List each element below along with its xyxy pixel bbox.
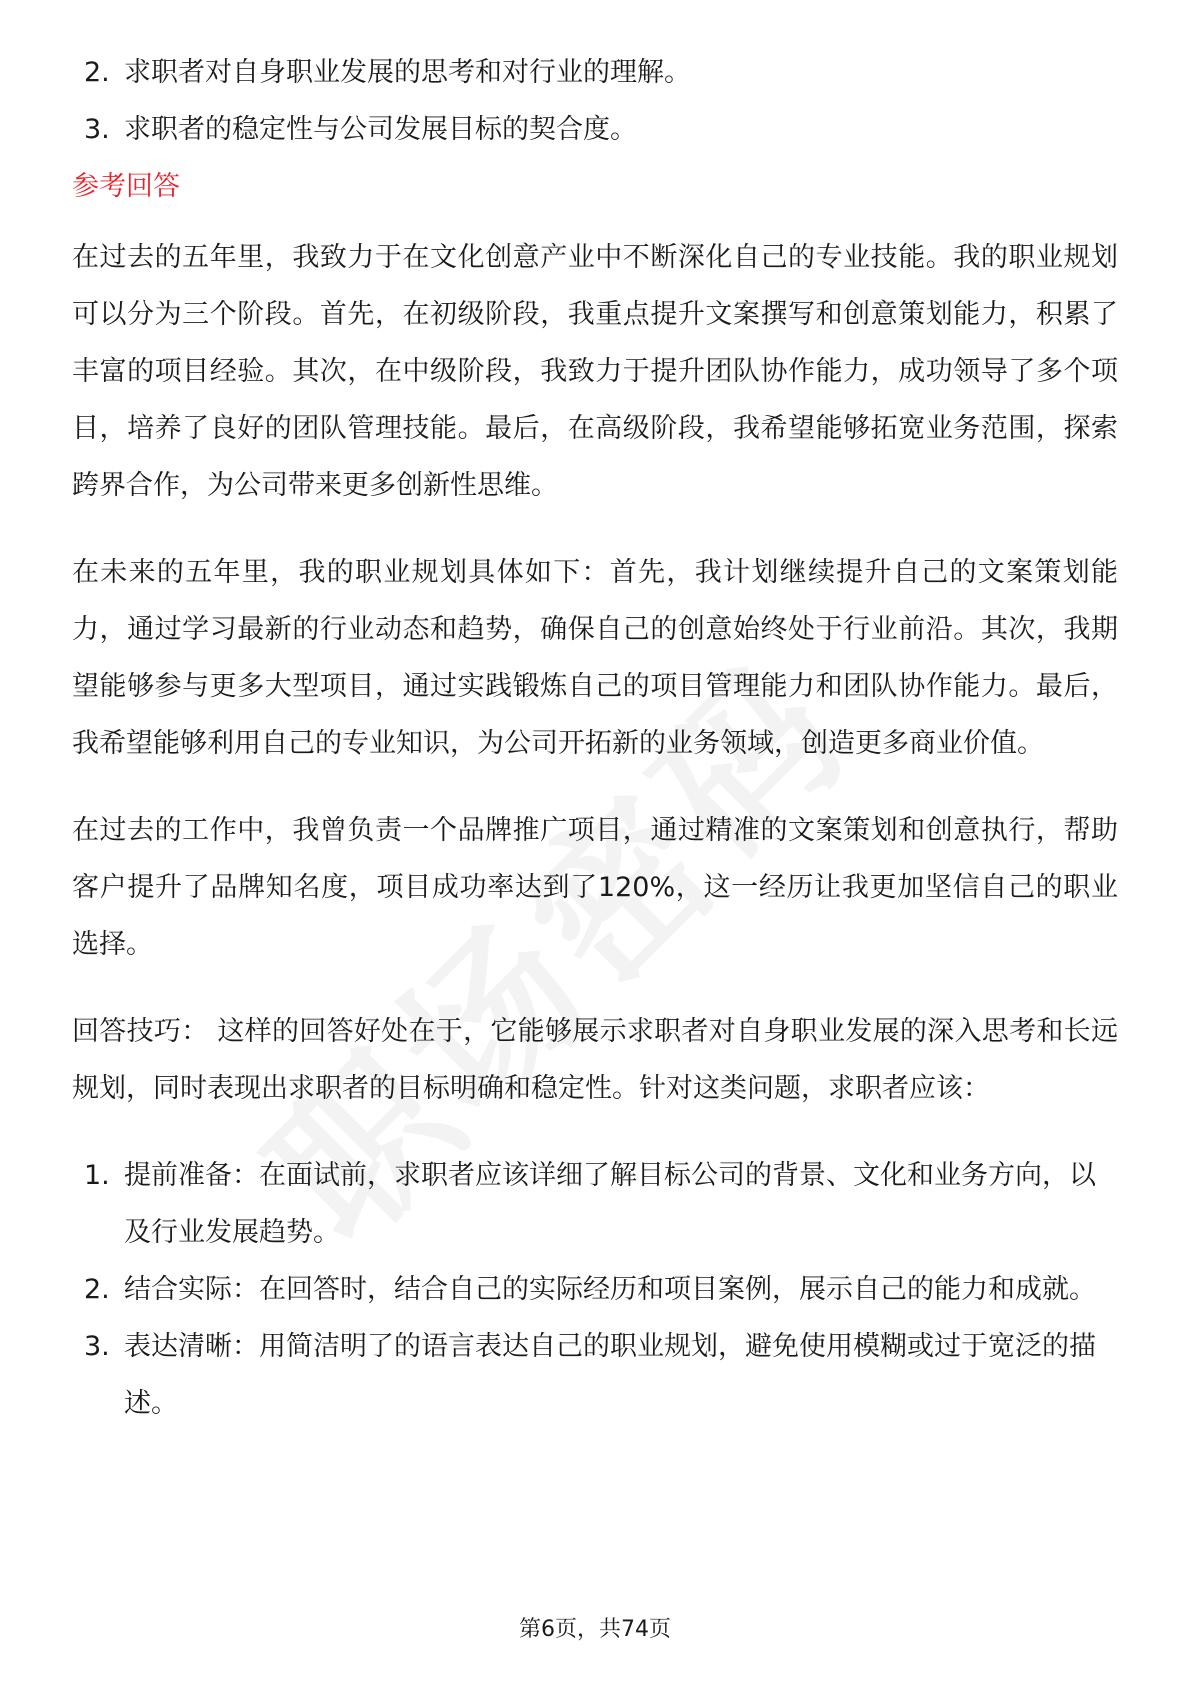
list-item-text: 求职者对自身职业发展的思考和对行业的理解。 bbox=[124, 57, 691, 88]
list-number: 2. bbox=[84, 57, 110, 88]
list-number: 1. bbox=[84, 1160, 110, 1191]
list-item bbox=[72, 101, 1118, 158]
list-item-text: 结合实际：在回答时，结合自己的实际经历和项目案例，展示自己的能力和成就。 bbox=[124, 1274, 1096, 1305]
list-item-text: 求职者的稳定性与公司发展目标的契合度。 bbox=[124, 114, 637, 145]
answer-paragraph: 在过去的五年里，我致力于在文化创意产业中不断深化自己的专业技能。我的职业规划可以分为三个阶段。首先，在初级阶段，我重点提升文案撰写和创意策划能力，积累了丰富的项目经验。其次，在中级阶段，我致力于提升团队协作能力，成功领导了多个项目，培养了良好的团队管理技能。最后，在高级阶段，我希望能够拓宽业务范围，探索跨界合作，为公司带来更多创新性思维。 bbox=[72, 242, 1118, 501]
page-content bbox=[72, 44, 1118, 1432]
list-number: 3. bbox=[84, 1331, 110, 1362]
list-item bbox=[72, 1318, 1118, 1432]
answer-paragraph: 在未来的五年里，我的职业规划具体如下：首先，我计划继续提升自己的文案策划能力，通过学习最新的行业动态和趋势，确保自己的创意始终处于行业前沿。其次，我期望能够参与更多大型项目，通过实践锻炼自己的项目管理能力和团队协作能力。最后，我希望能够利用自己的专业知识，为公司开拓新的业务领域，创造更多商业价值。 bbox=[72, 557, 1118, 759]
tips-intro-paragraph: 回答技巧： 这样的回答好处在于，它能够展示求职者对自身职业发展的深入思考和长远规划，同时表现出求职者的目标明确和稳定性。针对这类问题，求职者应该： bbox=[72, 1016, 1118, 1104]
list-item bbox=[72, 44, 1118, 101]
answer-paragraph: 在过去的工作中，我曾负责一个品牌推广项目，通过精准的文案策划和创意执行，帮助客户提升了品牌知名度，项目成功率达到了120%，这一经历让我更加坚信自己的职业选择。 bbox=[72, 815, 1118, 960]
list-item bbox=[72, 1261, 1118, 1318]
page-footer: 第6页，共74页 bbox=[519, 1617, 671, 1642]
tips-list bbox=[72, 1147, 1118, 1432]
list-item-text: 提前准备：在面试前，求职者应该详细了解目标公司的背景、文化和业务方向，以及行业发展趋势。 bbox=[124, 1160, 1096, 1248]
list-item bbox=[72, 1147, 1118, 1261]
list-number: 3. bbox=[84, 114, 110, 145]
section-heading: 参考回答 bbox=[72, 171, 180, 202]
list-item-text: 表达清晰：用简洁明了的语言表达自己的职业规划，避免使用模糊或过于宽泛的描述。 bbox=[124, 1331, 1096, 1419]
criteria-list bbox=[72, 44, 1118, 158]
list-number: 2. bbox=[84, 1274, 110, 1305]
